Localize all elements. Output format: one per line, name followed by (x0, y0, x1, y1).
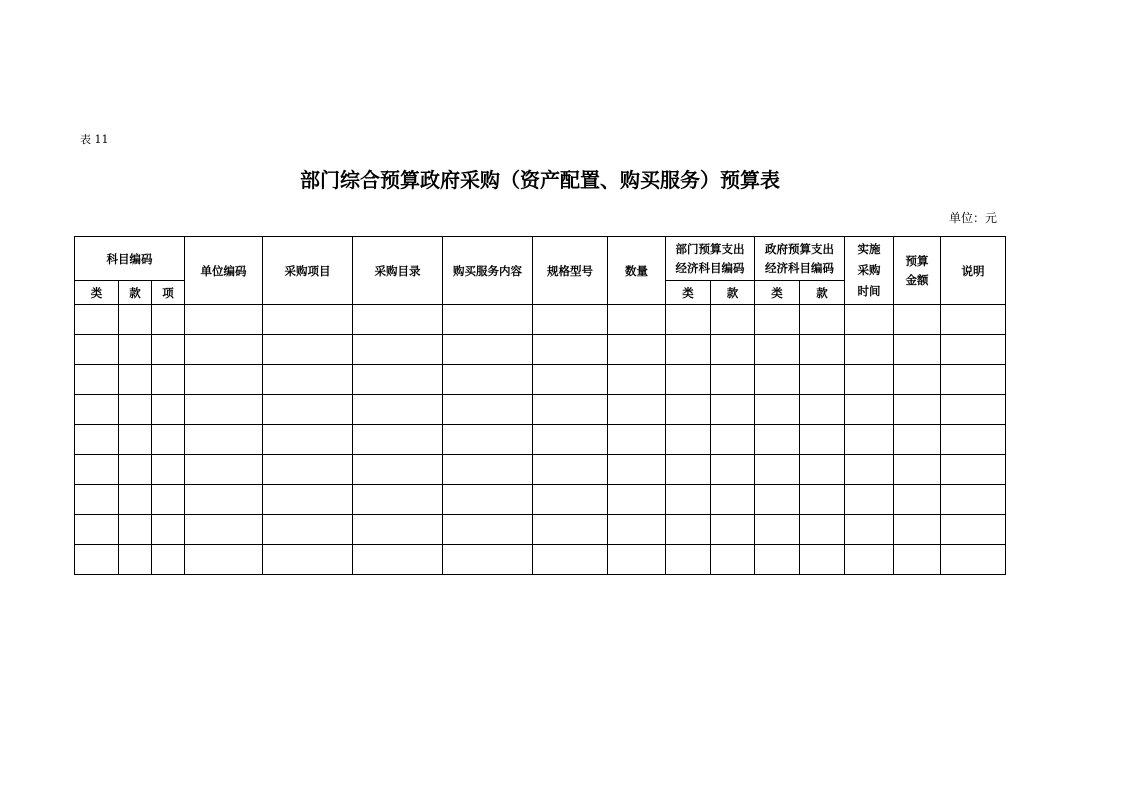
table-cell[interactable] (152, 335, 185, 365)
table-cell[interactable] (119, 335, 152, 365)
table-cell[interactable] (443, 455, 533, 485)
header-dept-lei: 类 (666, 281, 711, 305)
table-cell[interactable] (263, 515, 353, 545)
table-cell[interactable] (75, 365, 119, 395)
table-cell[interactable] (353, 425, 443, 455)
table-cell[interactable] (941, 455, 1006, 485)
table-cell[interactable] (800, 485, 845, 515)
table-cell[interactable] (75, 425, 119, 455)
table-cell[interactable] (353, 305, 443, 335)
table-cell[interactable] (119, 365, 152, 395)
table-cell[interactable] (711, 485, 755, 515)
table-cell[interactable] (894, 335, 941, 365)
table-cell[interactable] (75, 485, 119, 515)
table-cell[interactable] (119, 515, 152, 545)
header-gov-econ-line1: 政府预算支出 (765, 241, 835, 256)
table-cell[interactable] (800, 305, 845, 335)
table-cell[interactable] (800, 425, 845, 455)
table-cell[interactable] (941, 515, 1006, 545)
table-cell[interactable] (845, 395, 894, 425)
table-cell[interactable] (755, 335, 800, 365)
table-row (75, 485, 1006, 515)
table-cell[interactable] (75, 335, 119, 365)
document-title: 部门综合预算政府采购（资产配置、购买服务）预算表 (300, 168, 780, 192)
table-cell[interactable] (941, 335, 1006, 365)
header-subject-kuan: 款 (119, 281, 152, 305)
table-cell[interactable] (755, 545, 800, 575)
table-cell[interactable] (443, 545, 533, 575)
table-cell[interactable] (533, 515, 608, 545)
table-cell[interactable] (152, 365, 185, 395)
table-cell[interactable] (666, 305, 711, 335)
table-cell[interactable] (666, 335, 711, 365)
table-cell[interactable] (443, 425, 533, 455)
header-impl-line1: 实施 (857, 242, 881, 256)
header-unit-code: 单位编码 (185, 237, 263, 305)
table-cell[interactable] (711, 305, 755, 335)
table-cell[interactable] (608, 455, 666, 485)
table-cell[interactable] (755, 365, 800, 395)
table-cell[interactable] (941, 365, 1006, 395)
table-cell[interactable] (800, 365, 845, 395)
table-cell[interactable] (666, 425, 711, 455)
table-cell[interactable] (845, 455, 894, 485)
table-cell[interactable] (894, 305, 941, 335)
table-cell[interactable] (711, 425, 755, 455)
table-cell[interactable] (533, 545, 608, 575)
table-cell[interactable] (755, 305, 800, 335)
table-cell[interactable] (608, 365, 666, 395)
table-cell[interactable] (152, 485, 185, 515)
table-cell[interactable] (263, 335, 353, 365)
table-cell[interactable] (119, 485, 152, 515)
table-cell[interactable] (443, 305, 533, 335)
table-cell[interactable] (185, 425, 263, 455)
table-cell[interactable] (443, 515, 533, 545)
procurement-budget-table (74, 236, 1006, 575)
table-cell[interactable] (353, 545, 443, 575)
table-cell[interactable] (845, 485, 894, 515)
table-cell[interactable] (152, 395, 185, 425)
table-cell[interactable] (353, 485, 443, 515)
table-cell[interactable] (119, 455, 152, 485)
table-cell[interactable] (185, 455, 263, 485)
table-cell[interactable] (353, 455, 443, 485)
header-subject-xiang: 项 (152, 281, 185, 305)
header-impl-line2: 采购 (857, 263, 881, 277)
table-row (75, 515, 1006, 545)
table-cell[interactable] (894, 395, 941, 425)
table-cell[interactable] (894, 515, 941, 545)
table-cell[interactable] (941, 485, 1006, 515)
table-number: 表 11 (80, 133, 109, 146)
header-service-content: 购买服务内容 (443, 237, 533, 305)
table-cell[interactable] (75, 395, 119, 425)
table-cell[interactable] (711, 545, 755, 575)
table-cell[interactable] (894, 425, 941, 455)
table-cell[interactable] (608, 335, 666, 365)
table-cell[interactable] (263, 395, 353, 425)
table-cell[interactable] (894, 455, 941, 485)
header-quantity: 数量 (608, 237, 666, 305)
table-cell[interactable] (755, 485, 800, 515)
table-cell[interactable] (443, 395, 533, 425)
table-cell[interactable] (263, 305, 353, 335)
header-gov-econ-code (755, 237, 845, 281)
header-impl-line3: 时间 (857, 284, 881, 298)
table-body (75, 305, 1006, 575)
table-cell[interactable] (353, 335, 443, 365)
table-cell[interactable] (800, 395, 845, 425)
table-cell[interactable] (185, 545, 263, 575)
header-dept-econ-line1: 部门预算支出 (675, 241, 745, 256)
table-cell[interactable] (608, 515, 666, 545)
header-amount-line1: 预算 (905, 253, 929, 268)
table-cell[interactable] (443, 485, 533, 515)
header-dept-kuan: 款 (711, 281, 755, 305)
table-cell[interactable] (185, 515, 263, 545)
table-cell[interactable] (185, 485, 263, 515)
header-amount-line2: 金额 (905, 272, 929, 287)
table-cell[interactable] (711, 455, 755, 485)
table-cell[interactable] (75, 455, 119, 485)
table-cell[interactable] (666, 455, 711, 485)
table-row (75, 455, 1006, 485)
table-cell[interactable] (941, 395, 1006, 425)
table-cell[interactable] (845, 365, 894, 395)
table-cell[interactable] (533, 365, 608, 395)
table-cell[interactable] (800, 335, 845, 365)
table-cell[interactable] (152, 545, 185, 575)
table-cell[interactable] (941, 545, 1006, 575)
header-subject-code: 科目编码 (75, 237, 185, 281)
table-cell[interactable] (353, 365, 443, 395)
table-cell[interactable] (533, 335, 608, 365)
table-row (75, 335, 1006, 365)
table-cell[interactable] (711, 515, 755, 545)
table-cell[interactable] (666, 515, 711, 545)
table-cell[interactable] (75, 545, 119, 575)
table-cell[interactable] (263, 485, 353, 515)
table-cell[interactable] (152, 305, 185, 335)
table-cell[interactable] (894, 485, 941, 515)
table-row (75, 305, 1006, 335)
header-dept-econ-code (666, 237, 755, 281)
header-purchase-item: 采购项目 (263, 237, 353, 305)
table-cell[interactable] (608, 425, 666, 455)
table-cell[interactable] (666, 485, 711, 515)
table-cell[interactable] (185, 365, 263, 395)
table-cell[interactable] (353, 515, 443, 545)
table-cell[interactable] (666, 545, 711, 575)
table-cell[interactable] (152, 515, 185, 545)
table-cell[interactable] (75, 305, 119, 335)
table-cell[interactable] (711, 395, 755, 425)
header-remark: 说明 (941, 237, 1006, 305)
table-cell[interactable] (894, 365, 941, 395)
table-cell[interactable] (119, 395, 152, 425)
unit-label: 单位：元 (948, 211, 997, 225)
table-cell[interactable] (608, 485, 666, 515)
table-cell[interactable] (845, 515, 894, 545)
table-cell[interactable] (608, 395, 666, 425)
header-dept-econ-line2: 经济科目编码 (675, 260, 745, 275)
table-cell[interactable] (755, 395, 800, 425)
table-cell[interactable] (941, 305, 1006, 335)
table-cell[interactable] (443, 365, 533, 395)
header-gov-lei: 类 (755, 281, 800, 305)
table-cell[interactable] (894, 545, 941, 575)
header-budget-amount (894, 237, 941, 305)
table-cell[interactable] (152, 455, 185, 485)
table-cell[interactable] (75, 515, 119, 545)
table-cell[interactable] (533, 455, 608, 485)
table-cell[interactable] (119, 305, 152, 335)
table-cell[interactable] (608, 305, 666, 335)
table-cell[interactable] (755, 425, 800, 455)
table-row (75, 425, 1006, 455)
header-impl-time (845, 237, 894, 305)
table-cell[interactable] (755, 515, 800, 545)
table-cell[interactable] (185, 335, 263, 365)
table-cell[interactable] (533, 425, 608, 455)
table-cell[interactable] (263, 455, 353, 485)
table-cell[interactable] (711, 365, 755, 395)
table-cell[interactable] (845, 305, 894, 335)
table-cell[interactable] (845, 545, 894, 575)
table-cell[interactable] (666, 395, 711, 425)
header-gov-econ-line2: 经济科目编码 (765, 260, 835, 275)
table-row (75, 545, 1006, 575)
table-cell[interactable] (711, 335, 755, 365)
table-row (75, 395, 1006, 425)
table-cell[interactable] (119, 425, 152, 455)
table-cell[interactable] (443, 335, 533, 365)
table-cell[interactable] (800, 455, 845, 485)
table-cell[interactable] (263, 545, 353, 575)
header-spec-model: 规格型号 (533, 237, 608, 305)
table-cell[interactable] (941, 425, 1006, 455)
table-cell[interactable] (533, 305, 608, 335)
header-purchase-catalog: 采购目录 (353, 237, 443, 305)
table-cell[interactable] (152, 425, 185, 455)
table-cell[interactable] (263, 425, 353, 455)
table-cell[interactable] (845, 425, 894, 455)
table-cell[interactable] (755, 455, 800, 485)
header-gov-kuan: 款 (800, 281, 845, 305)
header-subject-lei: 类 (75, 281, 119, 305)
table-cell[interactable] (185, 305, 263, 335)
table-cell[interactable] (533, 395, 608, 425)
table-cell[interactable] (353, 395, 443, 425)
table-cell[interactable] (800, 515, 845, 545)
table-cell[interactable] (608, 545, 666, 575)
table-cell[interactable] (845, 335, 894, 365)
table-cell[interactable] (185, 395, 263, 425)
table-cell[interactable] (666, 365, 711, 395)
table-cell[interactable] (263, 365, 353, 395)
table-row (75, 365, 1006, 395)
table-cell[interactable] (533, 485, 608, 515)
table-cell[interactable] (119, 545, 152, 575)
table-cell[interactable] (800, 545, 845, 575)
